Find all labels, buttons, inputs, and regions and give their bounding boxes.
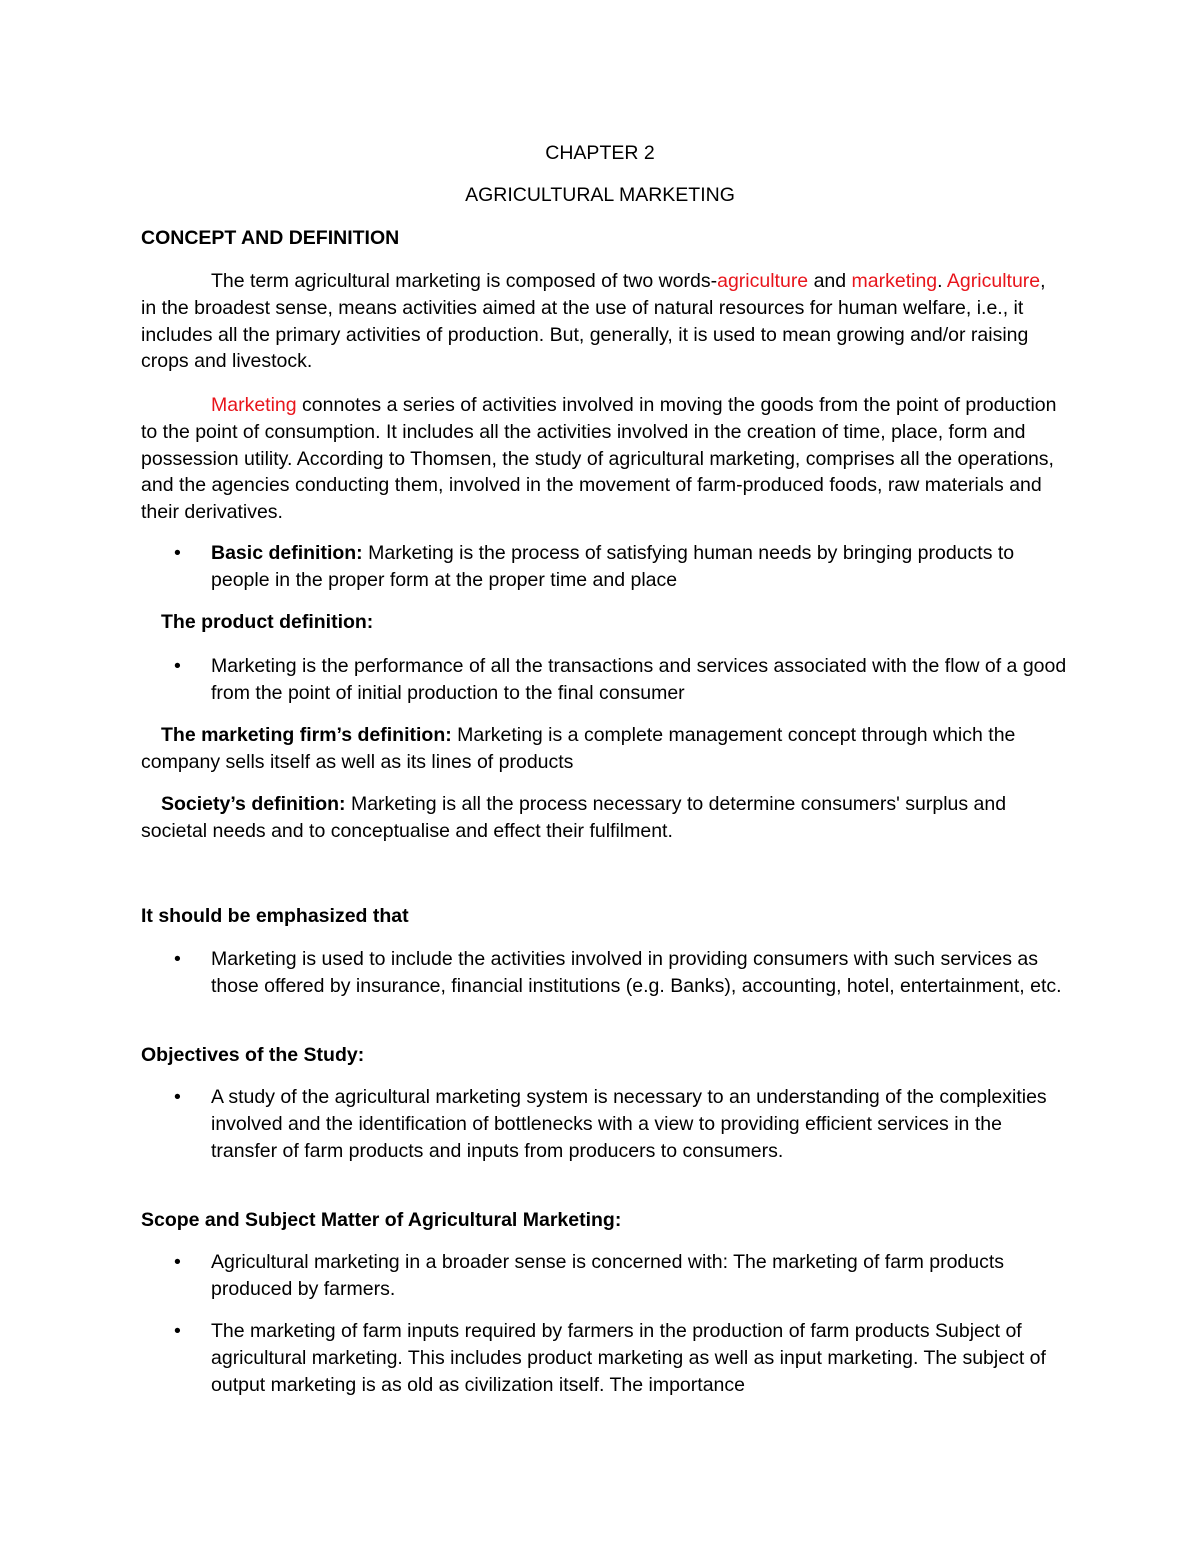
paragraph-society-definition: Society’s definition: Marketing is all the process necessary to determine consumers' surplus and societal needs and to conceptualise and effect their fulfilment. [141,793,1007,842]
bullet-marker: • [174,1320,181,1342]
bullet-marketing-services: Marketing is used to include the activities involved in providing consumers with such services as those offered by insurance, financial institutions (e.g. Banks), accounting, hotel, entertainment, etc. [211,948,1062,997]
heading-scope: Scope and Subject Matter of Agricultural Marketing: [141,1209,622,1231]
chapter-title: AGRICULTURAL MARKETING [465,184,735,206]
bullet-marker: • [174,542,181,564]
bullet-marker: • [174,1251,181,1273]
bullet-objectives: A study of the agricultural marketing system is necessary to an understanding of the complexities involved and the identification of bottlenecks with a view to providing efficient services in the transfer of farm products and inputs from producers to consumers. [211,1086,1047,1162]
term-marketing: marketing [851,270,938,292]
bullet-basic-definition: Basic definition: Marketing is the process of satisfying human needs by bringing products to people in the proper form at the proper time and place [211,542,1015,591]
bullet-marker: • [174,948,181,970]
bullet-product-definition: Marketing is the performance of all the transactions and services associated with the flow of a good from the point of initial production to the final consumer [211,655,1067,704]
section-heading-concept: CONCEPT AND DEFINITION [141,227,400,249]
bullet-marker: • [174,1086,181,1108]
term-agriculture: agriculture [717,270,809,292]
paragraph-marketing-connotes: Marketing connotes a series of activities involved in moving the goods from the point of production to the point of consumption. It includes all the activities involved in the creation of time, place, form and possession utility. According to Thomsen, the study of agricultural marketing, comprises all the operations, and the agencies conducting them, involved in the movement of farm-produced foods, raw materials and their derivatives. [141,394,1057,524]
heading-objectives: Objectives of the Study: [141,1044,365,1066]
chapter-number: CHAPTER 2 [545,142,655,164]
paragraph-agricultural-marketing-term: The term agricultural marketing is composed of two words-agriculture and marketing. Agriculture, in the broadest sense, means activities aimed at the use of natural resources for human welfare, i.e., it includes all the primary activities of production. But, generally, it is used to mean growing and/or raising crops and livestock. [141,270,1046,373]
heading-emphasized: It should be emphasized that [141,905,409,927]
paragraph-marketing-firm-definition: The marketing firm’s definition: Marketing is a complete management concept through which the company sells itself as well as its lines of products [141,724,1016,773]
term-agriculture-defined: Agriculture [946,270,1041,292]
term-marketing-defined: Marketing [211,394,297,416]
bullet-marker: • [174,655,181,677]
bullet-scope-farm-products: Agricultural marketing in a broader sense is concerned with: The marketing of farm products produced by farmers. [211,1251,1005,1300]
heading-product-definition: The product definition: [161,611,374,633]
bullet-scope-farm-inputs: The marketing of farm inputs required by farmers in the production of farm products Subject of agricultural marketing. This includes product marketing as well as input marketing. The subject of output marketing is as old as civilization itself. The importance [211,1320,1046,1396]
